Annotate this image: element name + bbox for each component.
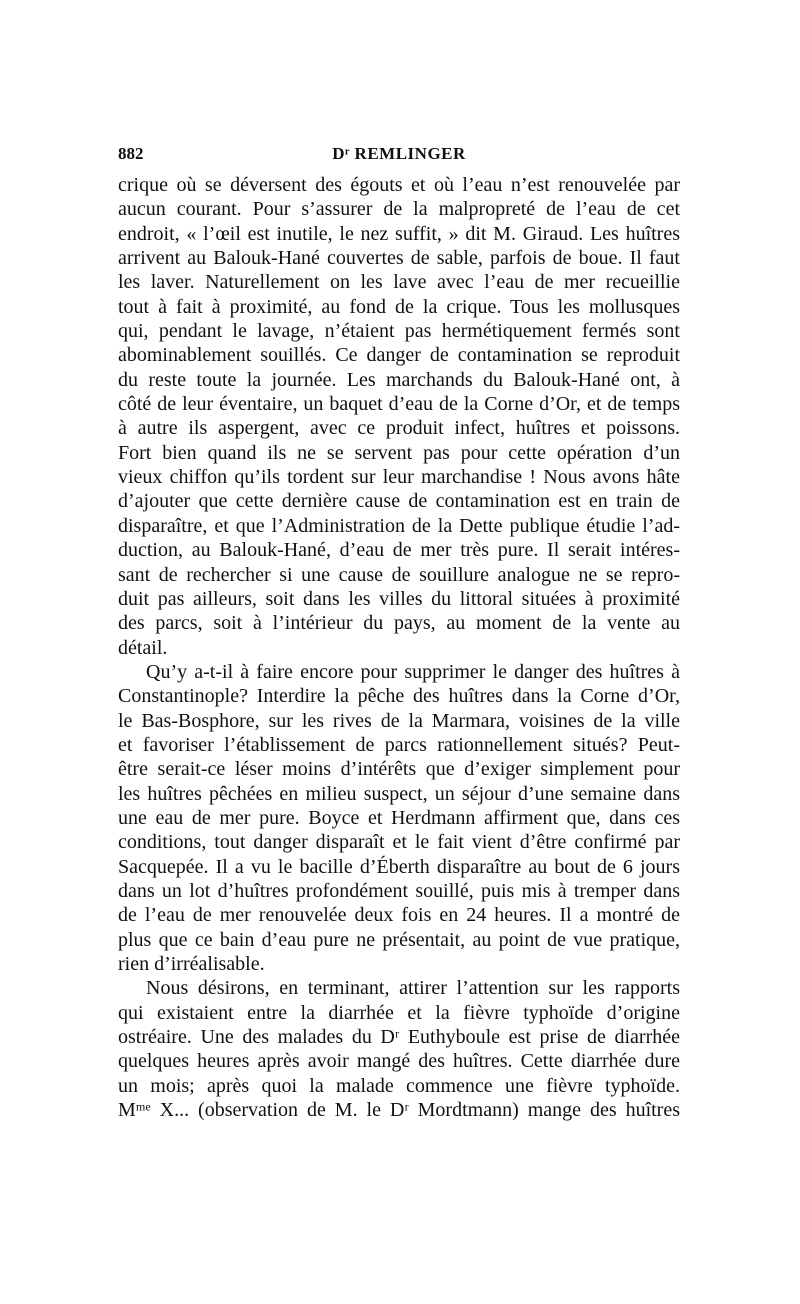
text-line: abominablement souillés. Ce danger de contamination se reproduit	[118, 344, 680, 367]
text-line: endroit, « l’œil est inutile, le nez suffit, » dit M. Giraud. Les huîtres	[118, 222, 680, 245]
text-line: détail.	[118, 636, 168, 659]
running-title: Dʳ REMLINGER	[332, 144, 466, 163]
text-line: du reste toute la journée. Les marchands du Balouk-Hané ont, à	[118, 368, 680, 391]
text-line: arrivent au Balouk-Hané couvertes de sable, parfois de boue. Il faut	[118, 247, 680, 270]
text-line: qui, pendant le lavage, n’étaient pas hermétiquement fermés sont	[118, 320, 680, 343]
text-line: de l’eau de mer renouvelée deux fois en 24 heures. Il a montré de	[118, 904, 680, 927]
text-line: les huîtres pêchées en milieu suspect, un séjour d’une semaine dans	[118, 782, 680, 805]
text-line: crique où se déversent des égouts et où l’eau n’est renouvelée par	[118, 174, 680, 196]
text-line: sant de rechercher si une cause de souillure analogue ne se repro-	[118, 563, 680, 586]
text-line: Fort bien quand ils ne se servent pas pour cette opération d’un	[118, 441, 680, 464]
text-line: ostréaire. Une des malades du Dʳ Euthyboule est prise de diarrhée	[118, 1026, 680, 1049]
text-line: tout à fait à proximité, au fond de la crique. Tous les mollusques	[118, 295, 680, 318]
text-line: Qu’y a-t-il à faire encore pour supprimer le danger des huîtres à	[146, 660, 680, 683]
text-line: qui existaient entre la diarrhée et la fièvre typhoïde d’origine	[118, 1001, 680, 1024]
text-line: Constantinople? Interdire la pêche des huîtres dans la Corne d’Or,	[118, 685, 680, 708]
text-line: vieux chiffon qu’ils tordent sur leur marchandise ! Nous avons hâte	[118, 466, 680, 489]
text-line: rien d’irréalisable.	[118, 953, 265, 975]
text-line: à autre ils aspergent, avec ce produit infect, huîtres et poissons.	[118, 417, 680, 440]
text-line: aucun courant. Pour s’assurer de la malpropreté de l’eau de cet	[118, 198, 680, 221]
text-line: une eau de mer pure. Boyce et Herdmann affirment que, dans ces	[118, 806, 680, 829]
text-line: conditions, tout danger disparaît et le fait vient d’être confirmé par	[118, 831, 680, 854]
text-line: duit pas ailleurs, soit dans les villes du littoral situées à proximité	[118, 587, 680, 610]
text-line: des parcs, soit à l’intérieur du pays, au moment de la vente au	[118, 612, 680, 635]
text-line: être serait-ce léser moins d’intérêts que d’exiger simplement pour	[118, 758, 680, 781]
text-line: Mᵐᵉ X... (observation de M. le Dʳ Mordtmann) mange des huîtres	[118, 1099, 680, 1122]
text-line: le Bas-Bosphore, sur les rives de la Marmara, voisines de la ville	[118, 709, 680, 732]
text-line: quelques heures après avoir mangé des huîtres. Cette diarrhée dure	[118, 1050, 680, 1073]
text-line: Nous désirons, en terminant, attirer l’attention sur les rapports	[146, 977, 680, 1000]
text-line: d’ajouter que cette dernière cause de contamination est en train de	[118, 490, 680, 513]
text-line: Sacquepée. Il a vu le bacille d’Éberth disparaître au bout de 6 jours	[118, 855, 680, 878]
text-line: les laver. Naturellement on les lave avec l’eau de mer recueillie	[118, 271, 680, 294]
text-line: côté de leur éventaire, un baquet d’eau de la Corne d’Or, et de temps	[118, 393, 680, 416]
body-text	[118, 173, 680, 1122]
page-number: 882	[118, 144, 144, 163]
page-header	[118, 144, 680, 168]
text-line: duction, au Balouk-Hané, d’eau de mer très pure. Il serait intéres-	[118, 539, 680, 562]
text-line: dans un lot d’huîtres profondément souillé, puis mis à tremper dans	[118, 879, 680, 902]
text-line: disparaître, et que l’Administration de la Dette publique étudie l’ad-	[118, 514, 680, 537]
text-line: un mois; après quoi la malade commence une fièvre typhoïde.	[118, 1074, 680, 1097]
text-line: plus que ce bain d’eau pure ne présentait, au point de vue pratique,	[118, 928, 680, 951]
text-line: et favoriser l’établissement de parcs rationnellement situés? Peut-	[118, 733, 680, 756]
